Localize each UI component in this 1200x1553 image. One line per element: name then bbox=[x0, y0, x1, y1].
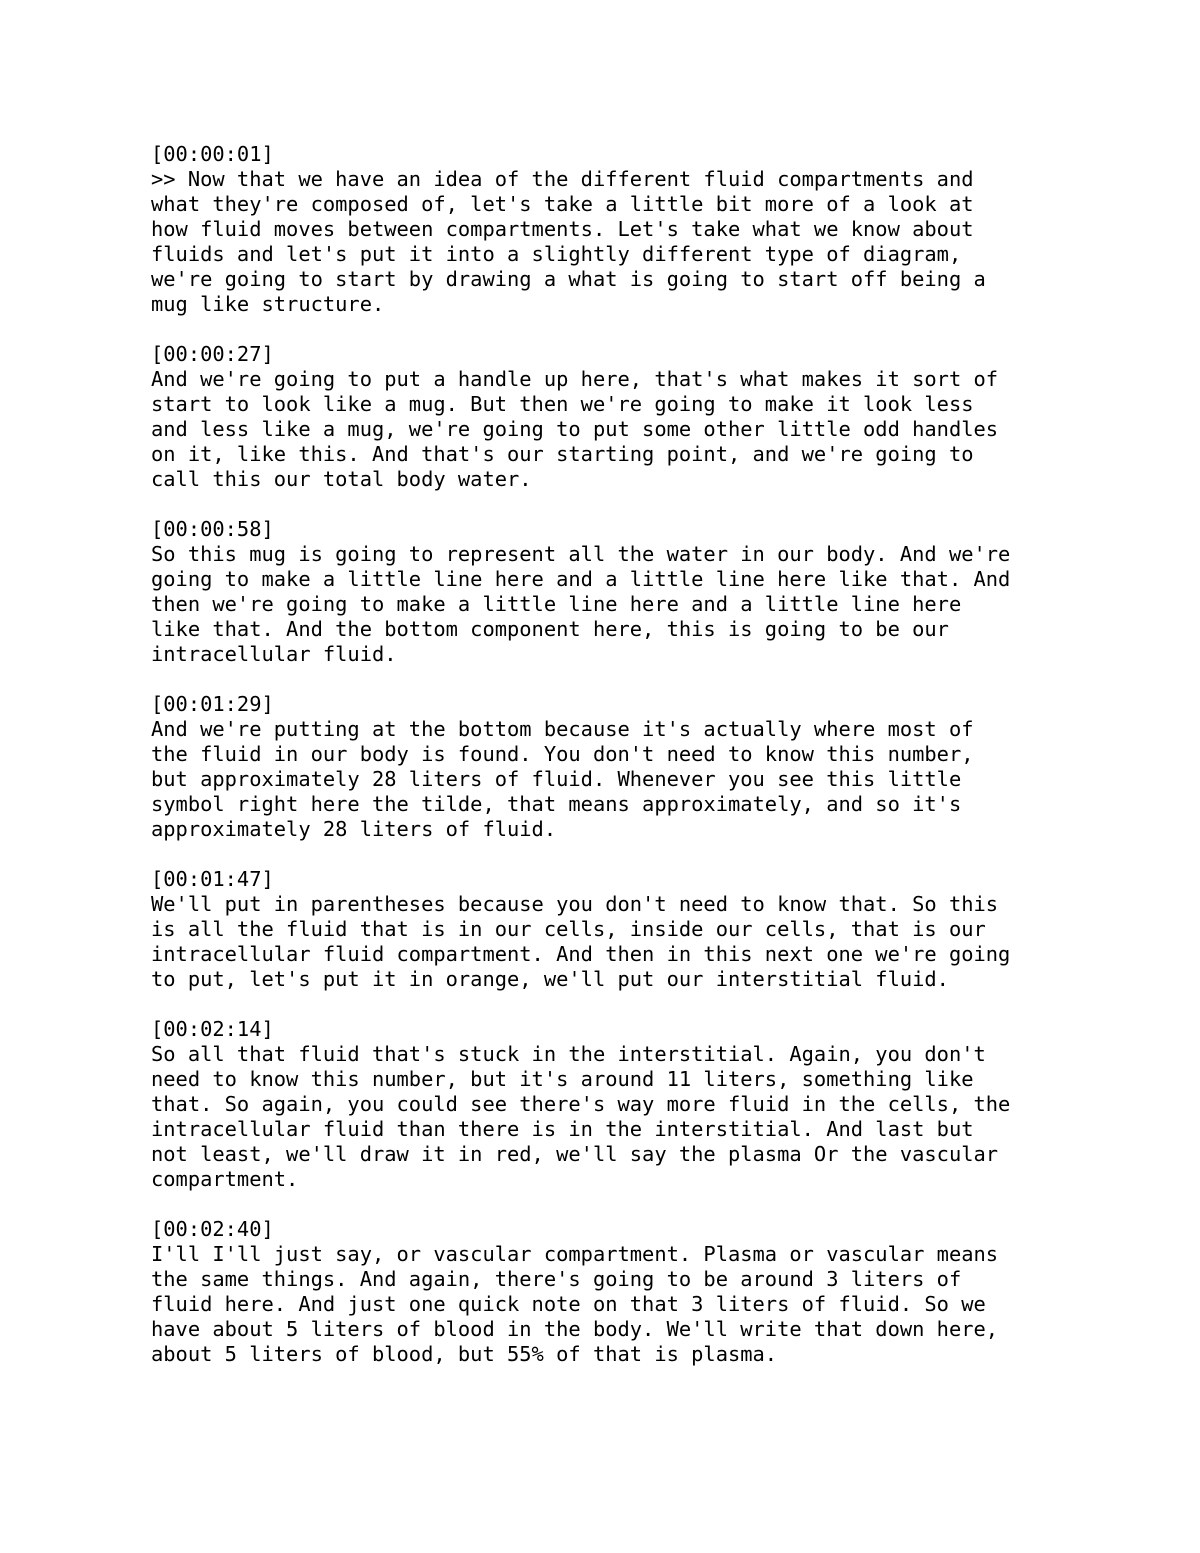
timestamp: [00:00:58] bbox=[151, 517, 274, 541]
transcript-line: is all the fluid that is in our cells, inside our cells, that is our bbox=[151, 917, 986, 941]
timestamp: [00:01:47] bbox=[151, 867, 274, 891]
transcript-line: compartment. bbox=[151, 1167, 299, 1191]
transcript-line: call this our total body water. bbox=[151, 467, 532, 491]
transcript-line: not least, we'll draw it in red, we'll say the plasma Or the vascular bbox=[151, 1142, 999, 1166]
transcript-segment bbox=[151, 517, 1111, 667]
transcript-line: start to look like a mug. But then we're going to make it look less bbox=[151, 392, 974, 416]
transcript-segment bbox=[151, 692, 1111, 842]
transcript-line: what they're composed of, let's take a little bit more of a look at bbox=[151, 192, 974, 216]
transcript-line: fluids and let's put it into a slightly different type of diagram, bbox=[151, 242, 962, 266]
transcript-line: And we're going to put a handle up here, that's what makes it sort of bbox=[151, 367, 999, 391]
transcript-line: and less like a mug, we're going to put some other little odd handles bbox=[151, 417, 999, 441]
transcript-line: but approximately 28 liters of fluid. Whenever you see this little bbox=[151, 767, 962, 791]
transcript-line: need to know this number, but it's around 11 liters, something like bbox=[151, 1067, 974, 1091]
timestamp: [00:02:40] bbox=[151, 1217, 274, 1241]
transcript-line: like that. And the bottom component here, this is going to be our bbox=[151, 617, 949, 641]
transcript-line: intracellular fluid than there is in the interstitial. And last but bbox=[151, 1117, 974, 1141]
transcript-segment bbox=[151, 1217, 1111, 1367]
transcript-line: I'll I'll just say, or vascular compartment. Plasma or vascular means bbox=[151, 1242, 999, 1266]
transcript-line: the same things. And again, there's going to be around 3 liters of bbox=[151, 1267, 962, 1291]
transcript-line: how fluid moves between compartments. Let's take what we know about bbox=[151, 217, 974, 241]
transcript-line: intracellular fluid compartment. And then in this next one we're going bbox=[151, 942, 1011, 966]
transcript-segment bbox=[151, 1017, 1111, 1192]
transcript-line: We'll put in parentheses because you don't need to know that. So this bbox=[151, 892, 999, 916]
transcript-line: the fluid in our body is found. You don't need to know this number, bbox=[151, 742, 974, 766]
transcript-segment bbox=[151, 342, 1111, 492]
transcript-line: going to make a little line here and a little line here like that. And bbox=[151, 567, 1011, 591]
transcript-line: then we're going to make a little line here and a little line here bbox=[151, 592, 962, 616]
transcript-line: mug like structure. bbox=[151, 292, 385, 316]
timestamp: [00:01:29] bbox=[151, 692, 274, 716]
transcript-segment bbox=[151, 867, 1111, 992]
timestamp: [00:00:27] bbox=[151, 342, 274, 366]
timestamp: [00:02:14] bbox=[151, 1017, 274, 1041]
transcript-page bbox=[151, 142, 1111, 1392]
transcript-line: So this mug is going to represent all the water in our body. And we're bbox=[151, 542, 1011, 566]
transcript-segment bbox=[151, 142, 1111, 317]
transcript-line: symbol right here the tilde, that means approximately, and so it's bbox=[151, 792, 962, 816]
transcript-line: that. So again, you could see there's way more fluid in the cells, the bbox=[151, 1092, 1011, 1116]
timestamp: [00:00:01] bbox=[151, 142, 274, 166]
transcript-line: about 5 liters of blood, but 55% of that is plasma. bbox=[151, 1342, 778, 1366]
transcript-line: And we're putting at the bottom because it's actually where most of bbox=[151, 717, 974, 741]
transcript-line: we're going to start by drawing a what is going to start off being a bbox=[151, 267, 986, 291]
transcript-line: >> Now that we have an idea of the different fluid compartments and bbox=[151, 167, 974, 191]
transcript-line: to put, let's put it in orange, we'll put our interstitial fluid. bbox=[151, 967, 949, 991]
transcript-line: have about 5 liters of blood in the body. We'll write that down here, bbox=[151, 1317, 999, 1341]
transcript-line: So all that fluid that's stuck in the interstitial. Again, you don't bbox=[151, 1042, 986, 1066]
transcript-line: fluid here. And just one quick note on that 3 liters of fluid. So we bbox=[151, 1292, 986, 1316]
transcript-line: approximately 28 liters of fluid. bbox=[151, 817, 557, 841]
transcript-line: on it, like this. And that's our starting point, and we're going to bbox=[151, 442, 974, 466]
transcript-line: intracellular fluid. bbox=[151, 642, 397, 666]
